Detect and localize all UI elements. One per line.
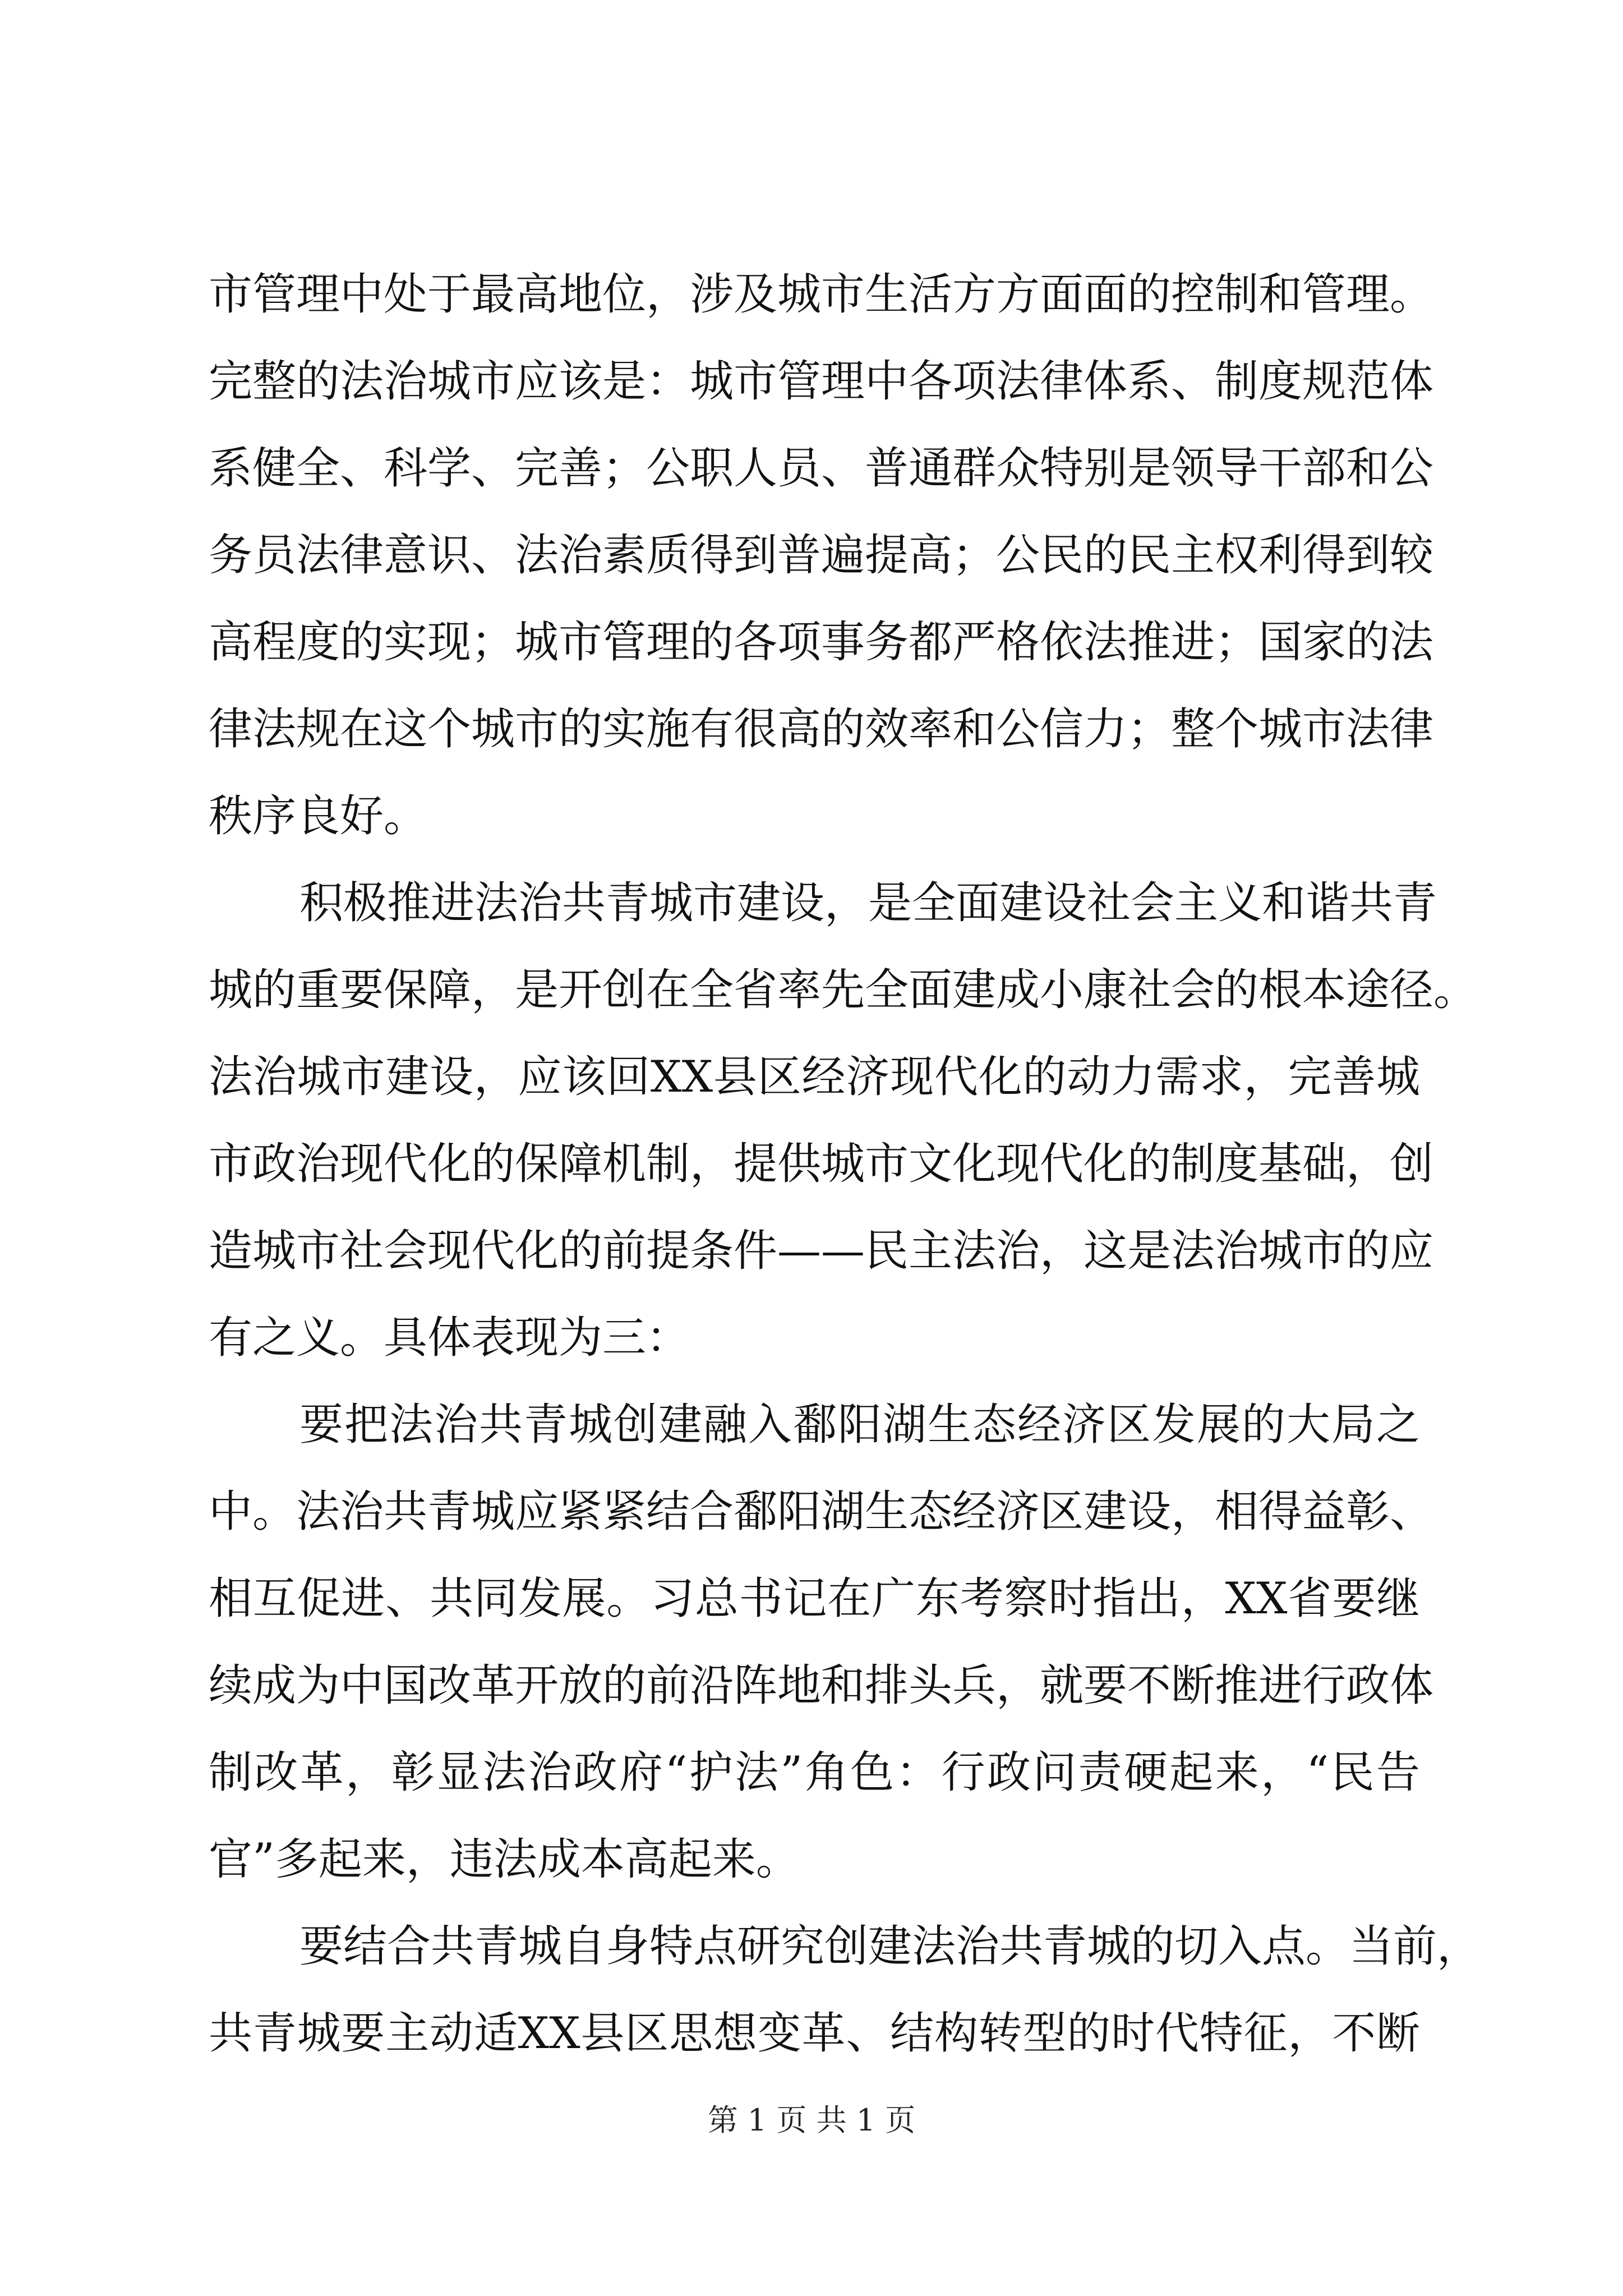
text-line: 法治城市建设，应该回XX县区经济现代化的动力需求，完善城 <box>209 1052 1420 1102</box>
text-line: 务员法律意识、法治素质得到普遍提高；公民的民主权利得到较 <box>209 530 1434 581</box>
text-line: 制改革，彰显法治政府“护法”角色：行政问责硬起来，“民告 <box>209 1747 1420 1798</box>
text-line: 相互促进、共同发展。习总书记在广东考察时指出，XX省要继 <box>209 1573 1420 1624</box>
text-line: 官”多起来，违法成本高起来。 <box>209 1834 800 1885</box>
text-line: 共青城要主动适XX县区思想变革、结构转型的时代特征，不断 <box>209 2008 1420 2059</box>
text-line: 城的重要保障，是开创在全省率先全面建成小康社会的根本途径。 <box>209 965 1478 1015</box>
paragraph-first-line: 要结合共青城自身特点研究创建法治共青城的切入点。当前， <box>299 1921 1481 1972</box>
text-line: 完整的法治城市应该是：城市管理中各项法律体系、制度规范体 <box>209 356 1434 407</box>
text-line: 中。法治共青城应紧紧结合鄱阳湖生态经济区建设，相得益彰、 <box>209 1487 1434 1537</box>
text-line: 秩序良好。 <box>209 791 428 841</box>
paragraph-first-line: 要把法治共青城创建融入鄱阳湖生态经济区发展的大局之 <box>299 1400 1420 1450</box>
text-line: 律法规在这个城市的实施有很高的效率和公信力；整个城市法律 <box>209 704 1434 754</box>
text-line: 系健全、科学、完善；公职人员、普通群众特别是领导干部和公 <box>209 443 1434 494</box>
paragraph-first-line: 积极推进法治共青城市建设，是全面建设社会主义和谐共青 <box>299 878 1437 928</box>
text-line: 造城市社会现代化的前提条件——民主法治，这是法治城市的应 <box>209 1226 1434 1276</box>
page-footer: 第 1 页 共 1 页 <box>707 2102 916 2138</box>
text-line: 市管理中处于最高地位，涉及城市生活方方面面的控制和管理。 <box>209 269 1434 320</box>
text-line: 续成为中国改革开放的前沿阵地和排头兵，就要不断推进行政体 <box>209 1660 1434 1711</box>
document-body <box>209 251 1481 2077</box>
text-line: 市政治现代化的保障机制，提供城市文化现代化的制度基础，创 <box>209 1139 1434 1189</box>
text-line: 高程度的实现；城市管理的各项事务都严格依法推进；国家的法 <box>209 617 1434 668</box>
text-line: 有之义。具体表现为三： <box>209 1313 690 1363</box>
